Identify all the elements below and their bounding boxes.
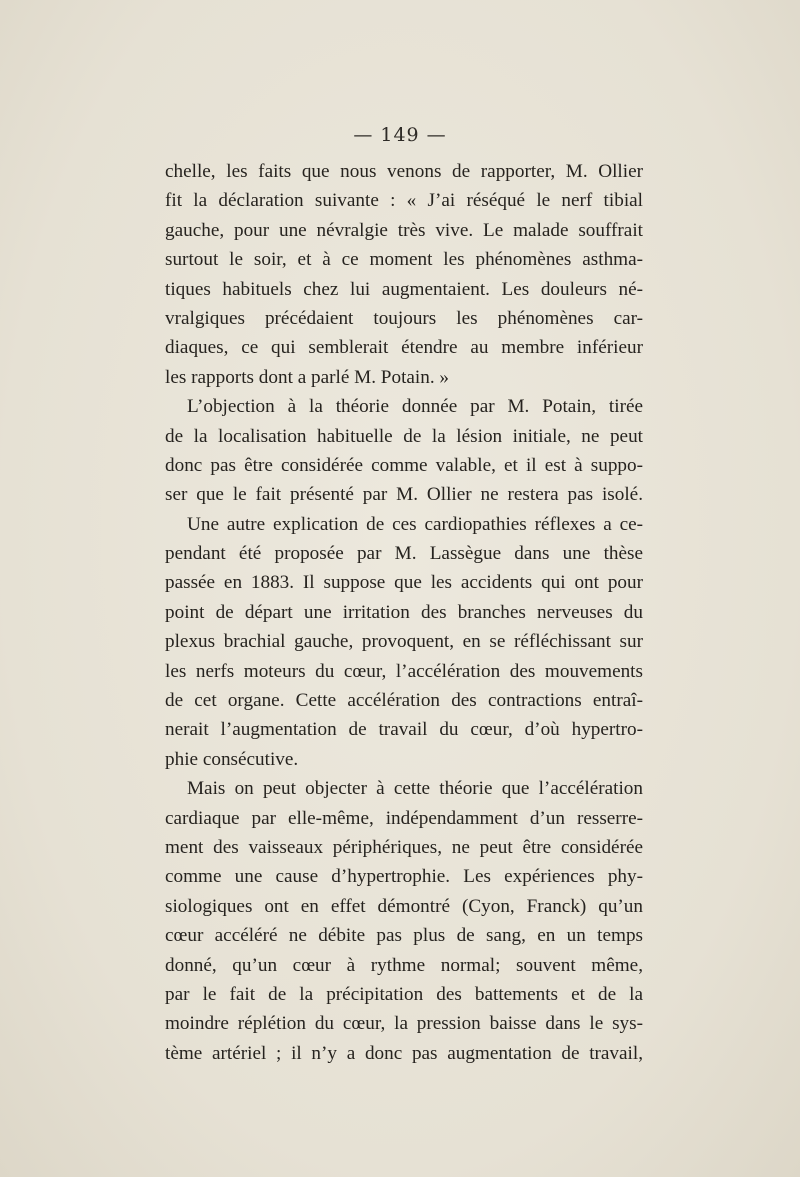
text-line: diaques, ce qui semblerait étendre au membre inférieur [165, 337, 643, 359]
text-line: Mais on peut objecter à cette théorie que l’accélération [187, 778, 643, 800]
text-line: fit la déclaration suivante : « J’ai réséqué le nerf tibial [165, 190, 643, 212]
body-text [165, 157, 643, 1068]
text-line: siologiques ont en effet démontré (Cyon, Franck) qu’un [165, 895, 643, 917]
text-line: par le fait de la précipitation des battements et de la [165, 983, 643, 1005]
text-line: donné, qu’un cœur à rythme normal; souvent même, [165, 954, 643, 976]
text-line: surtout le soir, et à ce moment les phénomènes asthma- [165, 249, 643, 271]
page-number: — 149 — [353, 124, 447, 146]
text-line: cœur accéléré ne débite pas plus de sang, en un temps [165, 925, 643, 947]
text-line: phie consécutive. [165, 748, 299, 770]
text-line: donc pas être considérée comme valable, et il est à suppo- [165, 454, 643, 476]
text-line: vralgiques précédaient toujours les phénomènes car- [165, 307, 643, 329]
text-line: cardiaque par elle-même, indépendamment d’un resserre- [165, 807, 643, 829]
text-line: ment des vaisseaux périphériques, ne peut être considérée [165, 836, 643, 858]
text-line: les nerfs moteurs du cœur, l’accélération des mouvements [165, 660, 643, 682]
text-line: plexus brachial gauche, provoquent, en se réfléchissant sur [165, 631, 643, 653]
text-line: passée en 1883. Il suppose que les accidents qui ont pour [165, 572, 643, 594]
text-line: de la localisation habituelle de la lésion initiale, ne peut [165, 425, 643, 447]
text-line: Une autre explication de ces cardiopathies réflexes a ce- [187, 513, 643, 535]
text-line: chelle, les faits que nous venons de rapporter, M. Ollier [165, 161, 643, 182]
text-line: moindre réplétion du cœur, la pression baisse dans le sys- [165, 1013, 643, 1035]
text-line: ser que le fait présenté par M. Ollier ne restera pas isolé. [165, 484, 643, 506]
text-line: nerait l’augmentation de travail du cœur, d’où hypertro- [165, 719, 643, 741]
text-line: de cet organe. Cette accélération des contractions entraî- [165, 690, 643, 712]
text-line: L’objection à la théorie donnée par M. Potain, tirée [187, 396, 643, 418]
text-line: comme une cause d’hypertrophie. Les expériences phy- [165, 866, 643, 888]
text-line: gauche, pour une névralgie très vive. Le malade souffrait [165, 219, 643, 241]
text-line: les rapports dont a parlé M. Potain. » [165, 366, 450, 388]
text-line: point de départ une irritation des branches nerveuses du [165, 601, 643, 623]
text-line: tiques habituels chez lui augmentaient. Les douleurs né- [165, 278, 643, 300]
text-line: pendant été proposée par M. Lassègue dans une thèse [165, 543, 643, 565]
text-line: tème artériel ; il n’y a donc pas augmentation de travail, [165, 1042, 643, 1064]
